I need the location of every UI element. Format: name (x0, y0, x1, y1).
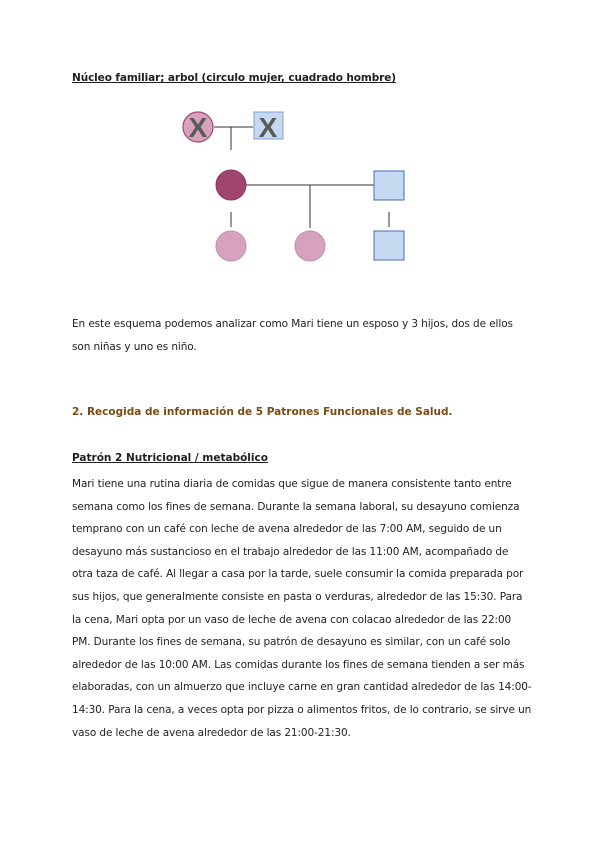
daughter-1-symbol (216, 231, 246, 261)
section-title: 2. Recogida de información de 5 Patrones Funcionales de Salud. (72, 406, 453, 418)
husband-symbol (374, 171, 404, 200)
mari-symbol (216, 170, 246, 200)
family-genogram (0, 0, 600, 300)
grandfather-deceased-mark: X (258, 112, 278, 143)
son-symbol (374, 231, 404, 260)
grandfather-symbol (254, 112, 283, 143)
pattern-body-text: Mari tiene una rutina diaria de comidas que sigue de manera consistente tanto entre semana como los fines de semana. Durante la semana laboral, su desayuno comienza temprano con un café con leche de avena alrededor de las 7:00 AM, seguido de un desayuno más sustancioso en el trabajo alrededor de las 11:00 AM, acompañado de otra taza de café. Al llegar a casa por la tarde, suele consumir la comida preparada por sus hijos, que generalmente consiste en pasta o verduras, alrededor de las 15:30. Para la cena, Mari opta por un vaso de leche de avena con colacao alrededor de las 22:00 PM. Durante los fines de semana, su patrón de desayuno es similar, con un café solo alrededor de las 10:00 AM. Las comidas durante los fines de semana tienden a ser más elaboradas, con un almuerzo que incluye carne en gran cantidad alrededor de las 14:00-14:30. Para la cena, a veces opta por pizza o alimentos fritos, de lo contrario, se sirve un vaso de leche de avena alrededor de las 21:00-21:30. (72, 478, 532, 739)
grandmother-deceased-mark: X (188, 112, 208, 143)
pattern-title: Patrón 2 Nutricional / metabólico (72, 452, 268, 464)
genogram-description: En este esquema podemos analizar como Mari tiene un esposo y 3 hijos, dos de ellos son niñas y uno es niño. (72, 318, 513, 353)
grandmother-symbol (183, 112, 213, 143)
family-tree-heading: Núcleo familiar; arbol (circulo mujer, cuadrado hombre) (72, 72, 396, 84)
daughter-2-symbol (295, 231, 325, 261)
